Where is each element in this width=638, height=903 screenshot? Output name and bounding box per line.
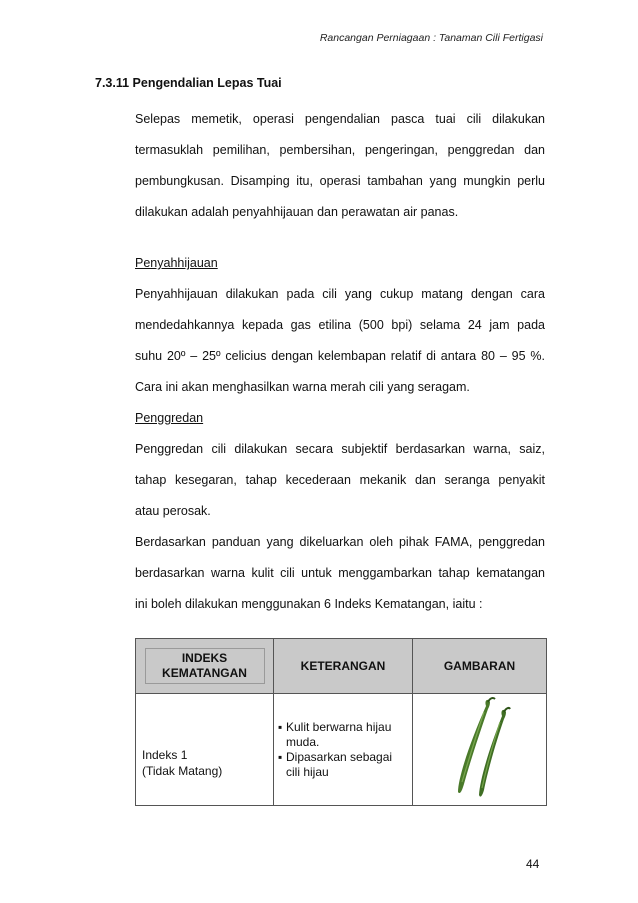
text-line: suhu 20º – 25º celicius dengan kelembapan relatif di antara 80 – 95 %. [135,349,545,363]
text-line: tahap kesegaran, tahap kecederaan mekanik dan seranga penyakit [135,473,545,487]
description-text: Kulit berwarna hijau muda. [286,719,392,749]
maturity-index-table [135,638,547,806]
description-text: Dipasarkan sebagai cili hijau [286,749,393,779]
penyahhijauan-section [135,248,545,620]
text-line: Selepas memetik, operasi pengendalian pasca tuai cili dilakukan [135,112,545,126]
text-line: berdasarkan warna kulit cili untuk menggambarkan tahap kematangan [135,566,545,580]
text-line: Penggredan cili dilakukan secara subjektif berdasarkan warna, saiz, [135,442,545,456]
text-line: mendedahkannya kepada gas etilina (500 bpi) selama 24 jam pada [135,318,545,332]
text-line: Cara ini akan menghasilkan warna merah cili yang seragam. [135,380,470,394]
text-line: pembungkusan. Disamping itu, operasi tambahan yang mungkin perlu [135,174,545,188]
description-cell [274,694,413,806]
header-indeks [136,639,274,694]
subsection-title: Penggredan [135,411,204,425]
green-chili-image [440,696,520,800]
table-header-row [136,639,547,694]
index-label: Indeks 1 [142,747,188,762]
text-line: termasuklah pemilihan, pembersihan, pengeringan, penggredan dan [135,143,545,157]
header-indeks-label: INDEKS KEMATANGAN [145,648,265,684]
bullet-icon: ▪ [278,719,283,734]
text-line: dilakukan adalah penyahhijauan dan perawatan air panas. [135,205,459,219]
page-number: 44 [526,857,540,871]
image-cell [413,694,547,806]
text-line: ini boleh dilakukan menggunakan 6 Indeks Kematangan, iaitu : [135,597,483,611]
subsection-title: Penyahhijauan [135,256,218,270]
description-item [278,750,408,780]
intro-paragraph [135,104,545,228]
table-row [136,694,547,806]
text-line: atau perosak. [135,504,211,518]
text-line: Penyahhijauan dilakukan pada cili yang cukup matang dengan cara [135,287,545,301]
index-cell [136,694,274,806]
text-line: Berdasarkan panduan yang dikeluarkan oleh pihak FAMA, penggredan [135,535,545,549]
section-title: 7.3.11 Pengendalian Lepas Tuai [95,76,282,90]
bullet-icon: ▪ [278,749,283,764]
description-item [278,720,408,750]
index-sublabel: (Tidak Matang) [142,763,223,778]
header-keterangan: KETERANGAN [274,639,413,694]
running-header: Rancangan Perniagaan : Tanaman Cili Fertigasi [319,32,543,44]
header-gambaran: GAMBARAN [413,639,547,694]
